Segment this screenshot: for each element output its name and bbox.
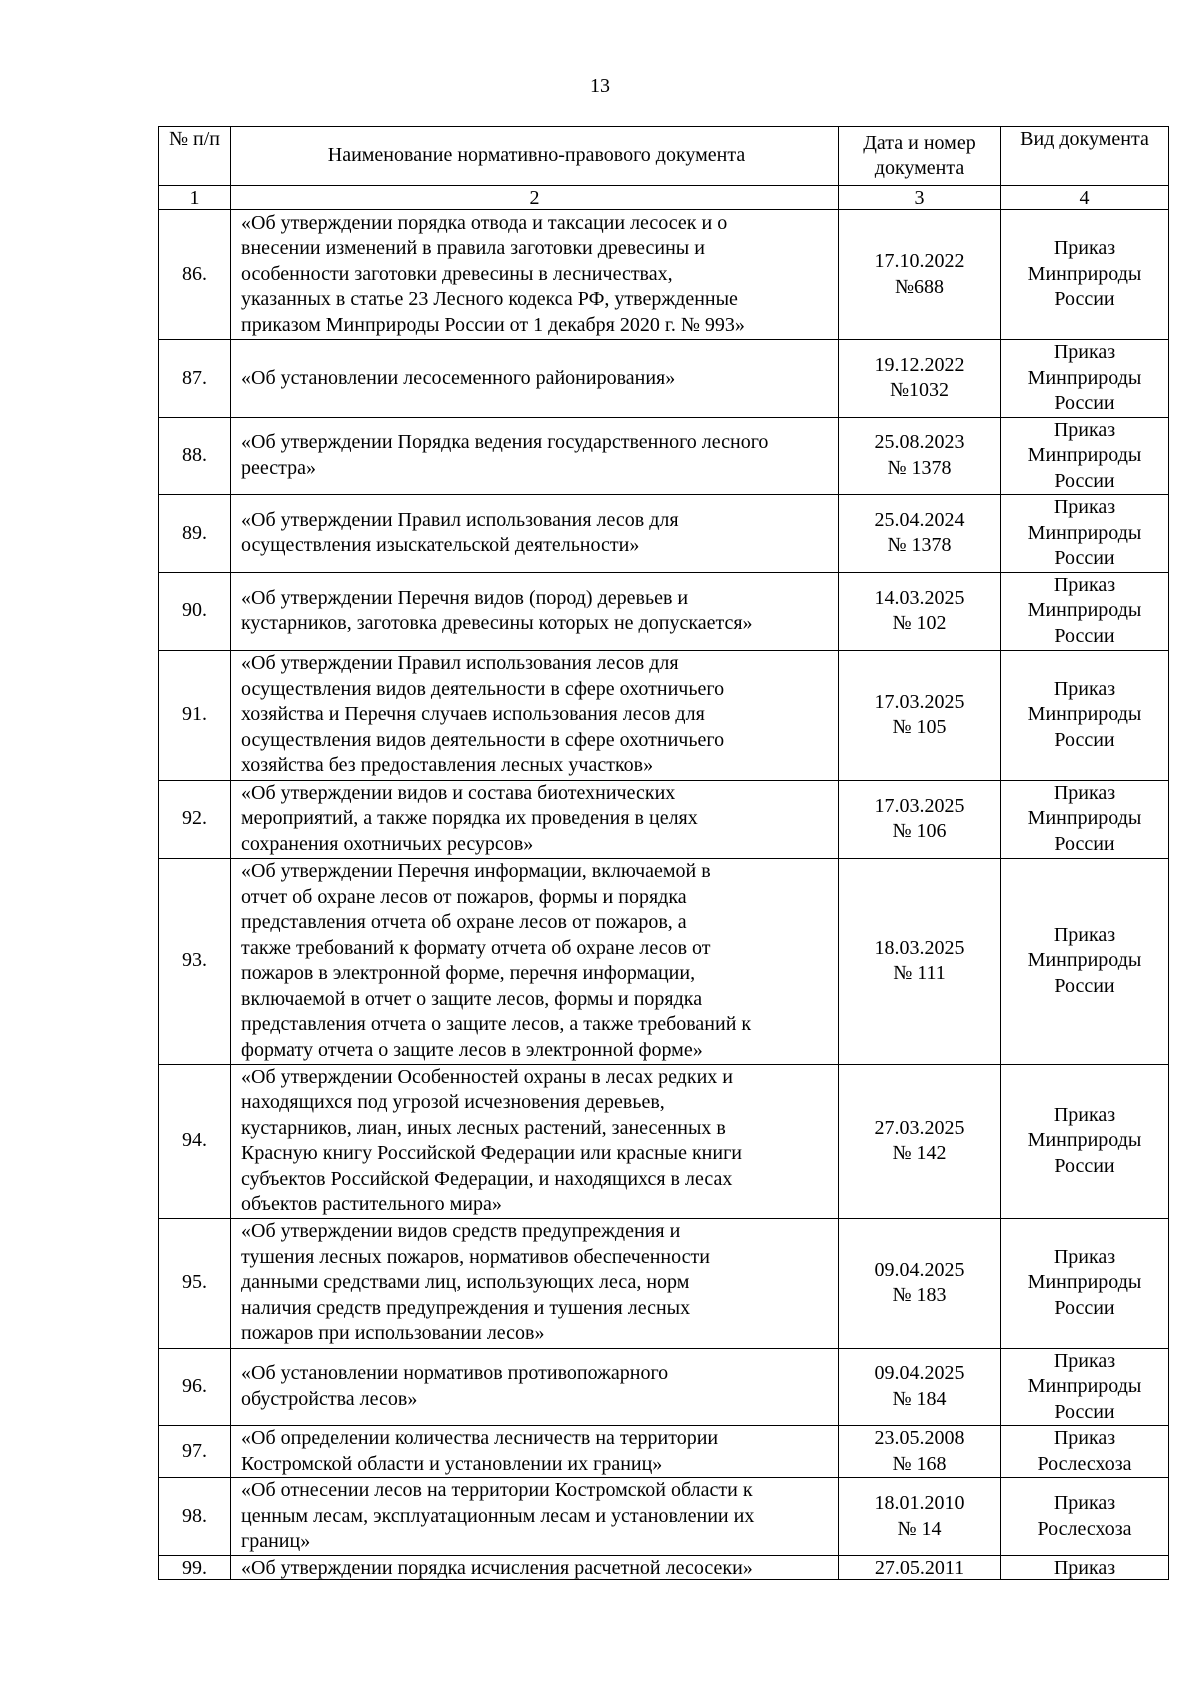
document-title-line: объектов растительного мира» (241, 1193, 502, 1215)
table-row (159, 1218, 1169, 1348)
document-kind (1001, 780, 1169, 858)
document-kind-line: России (1054, 392, 1115, 414)
document-title (231, 858, 839, 1064)
document-kind-line: Приказ (1053, 341, 1116, 363)
document-kind (1001, 495, 1169, 573)
document-kind-line: Рослесхоза (1037, 1517, 1132, 1540)
document-kind-line: Приказ (1053, 1492, 1116, 1514)
document-title (231, 780, 839, 858)
document-title-line: «Об утверждении порядка исчисления расчетной лесосеки» (241, 1556, 753, 1579)
document-title-line: кустарников, заготовка древесины которых не допускается» (241, 612, 753, 634)
document-kind-line: Приказ (1053, 1427, 1116, 1449)
document-title-line: осуществления видов деятельности в сфере охотничьего (241, 728, 725, 751)
document-date-line: 09.04.2025 (874, 1362, 965, 1385)
row-number: 90. (159, 572, 231, 650)
document-title-line: хозяйства без предоставления лесных участков» (241, 754, 654, 777)
document-kind-line: Приказ (1053, 1349, 1116, 1372)
document-title-line: «Об установлении лесосеменного районирования» (241, 366, 676, 389)
document-title-line: «Об утверждении порядка отвода и таксации лесосек и о (241, 211, 728, 234)
document-title (231, 1478, 839, 1556)
document-kind (1001, 650, 1169, 780)
document-title (231, 417, 839, 495)
document-kind-line: Минприроды (1027, 521, 1142, 544)
document-title-line: данными средствами лиц, использующих леса, норм (241, 1271, 690, 1294)
document-kind (1001, 858, 1169, 1064)
document-title (231, 495, 839, 573)
page-number: 13 (590, 75, 610, 97)
document-kind-line: Минприроды (1027, 262, 1142, 285)
document-title (231, 1556, 839, 1580)
document-date-number (839, 210, 1001, 340)
document-title-line: ценным лесам, эксплуатационным лесам и установлении их (241, 1504, 755, 1527)
document-date-line: № 1378 (887, 456, 952, 479)
document-kind-line: Минприроды (1027, 703, 1142, 726)
document-title-line: особенности заготовки древесины в лесничествах, (241, 262, 673, 285)
document-title (231, 572, 839, 650)
header-name: Наименование нормативно-правового документа (231, 127, 839, 186)
table-row (159, 780, 1169, 858)
document-title-line: отчет об охране лесов от пожаров, формы и порядка (241, 885, 687, 908)
document-title-line: сохранения охотничьих ресурсов» (241, 832, 534, 855)
document-title-line: «Об утверждении видов и состава биотехнических (241, 781, 676, 804)
column-number: 4 (1001, 186, 1169, 210)
document-kind-line: Минприроды (1027, 366, 1142, 389)
document-date-line: 17.03.2025 (874, 794, 965, 817)
row-number: 91. (159, 650, 231, 780)
table-header-row (159, 127, 1169, 186)
document-date-line: № 106 (892, 820, 947, 842)
row-number: 93. (159, 858, 231, 1064)
table-row (159, 210, 1169, 340)
header-num: № п/п (159, 127, 231, 186)
document-kind (1001, 1064, 1169, 1218)
document-date-number (839, 572, 1001, 650)
header-date (839, 127, 1001, 186)
document-kind-line: России (1054, 974, 1115, 997)
document-date-number (839, 1218, 1001, 1348)
table-row (159, 1556, 1169, 1580)
document-kind-line: Минприроды (1027, 949, 1142, 972)
document-title-line: приказом Минприроды России от 1 декабря 2020 г. № 993» (241, 313, 745, 336)
document-date-line: № 183 (892, 1284, 947, 1306)
document-date-line: № 14 (897, 1517, 942, 1540)
document-date-line: 27.05.2011 (874, 1556, 965, 1579)
document-title-line: «Об утверждении Правил использования лесов для (241, 652, 679, 675)
document-kind-line: Минприроды (1027, 444, 1142, 466)
document-date-line: 14.03.2025 (874, 586, 965, 609)
row-number: 97. (159, 1426, 231, 1478)
document-title-line: «Об утверждении Перечня видов (пород) деревьев и (241, 586, 689, 609)
document-date-line: №1032 (889, 379, 950, 402)
document-title-line: границ» (241, 1530, 311, 1553)
document-date-line: № 105 (892, 716, 947, 738)
document-date-line: 18.01.2010 (874, 1492, 965, 1514)
row-number: 98. (159, 1478, 231, 1556)
document-date-number (839, 650, 1001, 780)
document-kind-line: Рослесхоза (1037, 1452, 1132, 1475)
table-row (159, 495, 1169, 573)
document-date-number (839, 1478, 1001, 1556)
document-title-line: «Об утверждении Правил использования лесов для (241, 508, 679, 531)
document-title-line: представления отчета об охране лесов от пожаров, а (241, 911, 687, 933)
document-date-number (839, 417, 1001, 495)
document-title-line: кустарников, лиан, иных лесных растений, занесенных в (241, 1116, 726, 1139)
document-date-number (839, 1348, 1001, 1426)
document-kind-line: России (1054, 832, 1115, 855)
document-title-line: пожаров в электронной форме, перечня информации, (241, 962, 696, 984)
document-kind-line: Приказ (1053, 573, 1116, 596)
document-title-line: «Об утверждении видов средств предупреждения и (241, 1220, 681, 1243)
row-number: 94. (159, 1064, 231, 1218)
document-kind (1001, 1426, 1169, 1478)
document-title-line: хозяйства и Перечня случаев использования лесов для (241, 703, 705, 726)
documents-table (158, 126, 1169, 1580)
document-title-line: «Об утверждении Порядка ведения государственного лесного (241, 431, 769, 454)
document-kind-line: Приказ (1053, 781, 1116, 804)
row-number: 87. (159, 340, 231, 418)
document-title-line: мероприятий, а также порядка их проведения в целях (241, 807, 698, 830)
document-title-line: обустройства лесов» (241, 1387, 418, 1410)
header-kind: Вид документа (1001, 127, 1169, 186)
document-kind-line: Приказ (1053, 496, 1116, 518)
document-kind-line: России (1054, 728, 1115, 751)
document-date-line: 18.03.2025 (874, 936, 965, 959)
document-date-line: №688 (894, 275, 945, 298)
document-title-line: «Об отнесении лесов на территории Костромской области к (241, 1479, 753, 1502)
document-title (231, 210, 839, 340)
document-kind-line: России (1054, 1400, 1115, 1423)
table-row (159, 1478, 1169, 1556)
document-title-line: пожаров при использовании лесов» (241, 1322, 545, 1345)
document-title-line: включаемой в отчет о защите лесов, формы и порядка (241, 987, 703, 1010)
document-title-line: тушения лесных пожаров, нормативов обеспеченности (241, 1245, 710, 1268)
document-title-line: также требований к формату отчета об охране лесов от (241, 936, 711, 959)
document-kind-line: Минприроды (1027, 599, 1142, 622)
table-row (159, 650, 1169, 780)
document-title (231, 1426, 839, 1478)
document-kind-line: Минприроды (1027, 1375, 1142, 1397)
column-number: 3 (839, 186, 1001, 210)
document-date-line: 23.05.2008 (874, 1427, 965, 1449)
document-title-line: осуществления изыскательской деятельности» (241, 534, 640, 557)
document-kind (1001, 1348, 1169, 1426)
document-kind (1001, 1556, 1169, 1580)
document-title (231, 340, 839, 418)
document-date-line: № 168 (892, 1452, 947, 1475)
document-date-number (839, 340, 1001, 418)
document-kind-line: Приказ (1053, 418, 1116, 441)
document-kind-line: Минприроды (1027, 1271, 1142, 1294)
table-row (159, 1064, 1169, 1218)
document-date-line: 25.04.2024 (874, 508, 965, 531)
header-date-line: Дата и номер (863, 131, 976, 154)
table-row (159, 858, 1169, 1064)
document-title (231, 650, 839, 780)
document-title (231, 1218, 839, 1348)
document-kind (1001, 417, 1169, 495)
document-title-line: находящихся под угрозой исчезновения деревьев, (241, 1091, 665, 1113)
document-date-number (839, 1064, 1001, 1218)
document-title-line: субъектов Российской Федерации, и находящихся в лесах (241, 1167, 733, 1190)
document-kind (1001, 572, 1169, 650)
document-date-line: 27.03.2025 (874, 1116, 965, 1139)
document-kind (1001, 1218, 1169, 1348)
document-kind-line: России (1054, 547, 1115, 569)
document-date-line: 09.04.2025 (874, 1258, 965, 1281)
document-title-line: Красную книгу Российской Федерации или красные книги (241, 1142, 742, 1164)
document-kind (1001, 210, 1169, 340)
document-date-line: № 184 (892, 1387, 947, 1410)
document-date-line: 17.10.2022 (874, 250, 965, 272)
document-date-number (839, 858, 1001, 1064)
row-number: 95. (159, 1218, 231, 1348)
table-row (159, 417, 1169, 495)
document-title-line: осуществления видов деятельности в сфере охотничьего (241, 677, 725, 700)
document-date-line: 25.08.2023 (874, 431, 965, 454)
document-kind (1001, 340, 1169, 418)
document-title-line: «Об определении количества лесничеств на территории (241, 1427, 719, 1449)
document-kind-line: Минприроды (1027, 807, 1142, 830)
document-kind-line: Приказ (1053, 923, 1116, 946)
document-kind-line: Приказ (1053, 1556, 1116, 1579)
document-title-line: внесении изменений в правила заготовки древесины и (241, 237, 705, 260)
column-number: 1 (159, 186, 231, 210)
table-row (159, 1348, 1169, 1426)
document-date-line: № 102 (892, 612, 947, 634)
document-kind (1001, 1478, 1169, 1556)
row-number: 89. (159, 495, 231, 573)
table-row (159, 572, 1169, 650)
document-kind-line: Приказ (1053, 237, 1116, 260)
document-date-line: № 1378 (887, 534, 952, 557)
document-title-line: представления отчета о защите лесов, а также требований к (241, 1013, 752, 1035)
row-number: 96. (159, 1348, 231, 1426)
document-kind-line: России (1054, 624, 1115, 647)
header-date-line: документа (874, 157, 965, 179)
row-number: 99. (159, 1556, 231, 1580)
document-date-line: № 111 (893, 962, 946, 984)
document-title (231, 1064, 839, 1218)
document-kind-line: России (1054, 1296, 1115, 1319)
document-title-line: наличия средств предупреждения и тушения лесных (241, 1296, 691, 1319)
document-date-line: № 142 (892, 1142, 947, 1164)
document-title-line: Костромской области и установлении их границ» (241, 1452, 663, 1475)
document-date-number (839, 1426, 1001, 1478)
document-kind-line: России (1054, 288, 1115, 311)
document-date-number (839, 780, 1001, 858)
column-numbers-row (159, 186, 1169, 210)
document-date-number (839, 495, 1001, 573)
document-title-line: формату отчета о защите лесов в электронной форме» (241, 1038, 703, 1061)
table-row (159, 1426, 1169, 1478)
document-title (231, 1348, 839, 1426)
document-kind-line: Приказ (1053, 1245, 1116, 1268)
table-row (159, 340, 1169, 418)
document-title-line: указанных в статье 23 Лесного кодекса РФ, утвержденные (241, 288, 738, 311)
document-title-line: «Об утверждении Особенностей охраны в лесах редких и (241, 1065, 733, 1088)
document-kind-line: России (1054, 1154, 1115, 1177)
document-kind-line: Минприроды (1027, 1129, 1142, 1152)
row-number: 92. (159, 780, 231, 858)
document-date-number (839, 1556, 1001, 1580)
document-title-line: «Об установлении нормативов противопожарного (241, 1362, 669, 1385)
row-number: 86. (159, 210, 231, 340)
document-kind-line: Приказ (1053, 677, 1116, 700)
document-kind-line: России (1054, 469, 1115, 492)
document-kind-line: Приказ (1053, 1103, 1116, 1126)
row-number: 88. (159, 417, 231, 495)
document-title-line: «Об утверждении Перечня информации, включаемой в (241, 860, 711, 882)
column-number: 2 (231, 186, 839, 210)
document-title-line: реестра» (241, 456, 316, 479)
document-date-line: 17.03.2025 (874, 690, 965, 713)
document-date-line: 19.12.2022 (874, 353, 965, 376)
